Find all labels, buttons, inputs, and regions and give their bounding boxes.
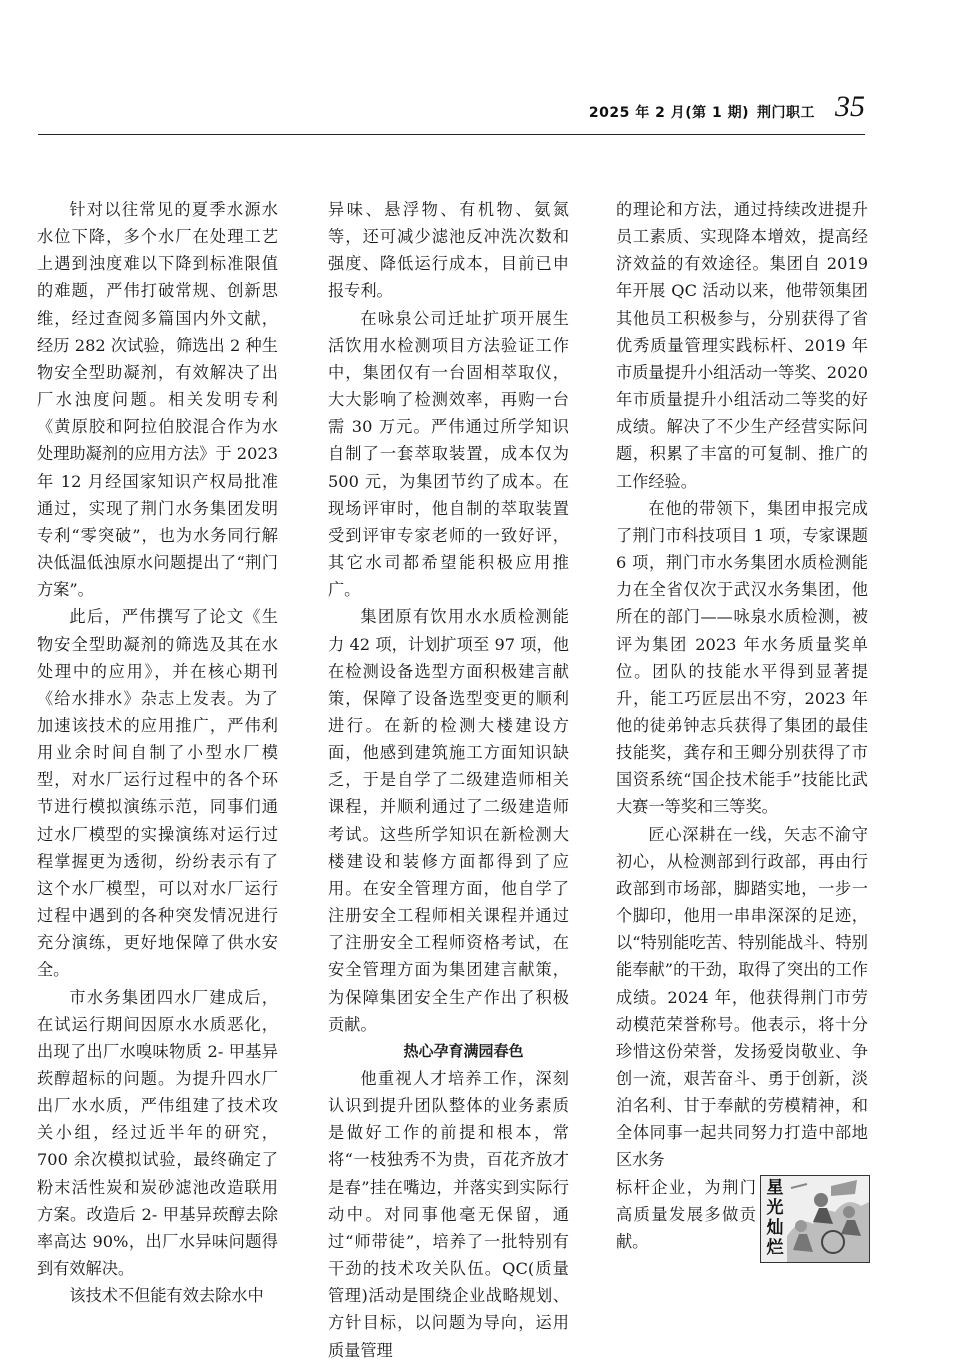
header-meta (581, 102, 815, 122)
article-column-2 (328, 196, 569, 1364)
paragraph: 他重视人才培养工作，深刻认识到提升团队整体的业务素质是做好工作的前提和根本，常将“一枝独秀不为贵，百花齐放才是春”挂在嘴边，并落实到实际行动中。对同事他毫无保留，通过“师带徒”，培养了一批特别有干劲的技术攻关队伍。QC(质量管理)活动是围绕企业战略规划、方针目标，以问题为导向，运用质量管理 (328, 1069, 569, 1360)
paragraph: 的理论和方法，通过持续改进提升员工素质、实现降本增效，提高经济效益的有效途径。集团自 2019 年开展 QC 活动以来，他带领集团其他员工积极参与，分别获得了省优秀质量管理实践标杆、2019 年市质量提升小组活动一等奖、2020 年市质量提升小组活动二等奖的好成绩。解决了不少生产经营实际问题，积累了丰富的可复制、推广的工作经验。 (616, 200, 868, 491)
publication-name: 荆门职工 (757, 105, 815, 121)
page-header (38, 90, 865, 134)
column-badge (760, 1175, 870, 1263)
badge-title: 星光灿烂 (766, 1178, 784, 1258)
header-rule (38, 134, 865, 135)
paragraph: 在他的带领下，集团申报完成了荆门市科技项目 1 项，专家课题 6 项，荆门市水务集团水质检测能力在全省仅次于武汉水务集团，他所在的部门——咏泉水质检测，被评为集团 2023 年水务质量奖单位。团队的技能水平得到显著提升，能工巧匠层出不穷，2023 年他的徒弟钟志兵获得了集团的最佳技能奖，龚存和王卿分别获得了市国资系统“国企技术能手”技能比武大赛一等奖和三等奖。 (616, 498, 868, 817)
article-column-1 (37, 196, 278, 1309)
paragraph: 标杆企业，为荆门高质量发展多做贡献。 (616, 1177, 756, 1251)
issue-date: 2025 年 2 月(第 1 期) (588, 105, 749, 121)
paragraph: 异味、悬浮物、有机物、氨氮等，还可减少滤池反冲洗次数和强度、降低运行成本，目前已申报专利。 (328, 200, 569, 301)
paragraph: 市水务集团四水厂建成后，在试运行期间因原水水质恶化，出现了出厂水嗅味物质 2- 甲基异莰醇超标的问题。为提升四水厂出厂水水质，严伟组建了技术攻关小组，经过近半年的研究，700 余次模拟试验，最终确定了粉末活性炭和炭砂滤池改造联用方案。改造后 2- 甲基异莰醇去除率高达 90%，出厂水异味问题得到有效解决。 (37, 987, 278, 1279)
paragraph: 该技术不但能有效去除水中 (69, 1286, 264, 1306)
article-column-3 (616, 196, 868, 1255)
section-subheading: 热心孕育满园春色 (403, 1041, 524, 1060)
paragraph: 针对以往常见的夏季水源水水位下降，多个水厂在处理工艺上遇到浊度难以下降到标准限值的难题，严伟打破常规、创新思维，经过查阅多篇国内外文献，经历 282 次试验，筛选出 2 种生物安全型助凝剂，有效解决了出厂水浊度问题。相关发明专利《黄原胶和阿拉伯胶混合作为水处理助凝剂的应用方法》于 2023 年 12 月经国家知识产权局批准通过，实现了荆门水务集团发明专利“零突破”，也为水务同行解决低温低浊原水问题提出了“荆门方案”。 (37, 200, 278, 600)
paragraph: 集团原有饮用水水质检测能力 42 项，计划扩项至 97 项，他在检测设备选型方面积极建言献策，保障了设备选型变更的顺利进行。在新的检测大楼建设方面，他感到建筑施工方面知识缺乏，于是自学了二级建造师相关课程，并顺利通过了二级建造师考试。这些所学知识在新检测大楼建设和装修方面都得到了应用。在安全管理方面，他自学了注册安全工程师相关课程并通过了注册安全工程师资格考试，在安全管理方面为集团建言献策，为保障集团安全生产作出了积极贡献。 (328, 607, 569, 1034)
paragraph: 此后，严伟撰写了论文《生物安全型助凝剂的筛选及其在水处理中的应用》，并在核心期刊《给水排水》杂志上发表。为了加速该技术的应用推广，严伟利用业余时间自制了小型水厂模型，对水厂运行过程中的各个环节进行模拟演练示范，同事们通过水厂模型的实操演练对运行过程掌握更为透彻，纷纷表示有了这个水厂模型，可以对水厂运行过程中遇到的各种突发情况进行充分演练，更好地保障了供水安全。 (37, 607, 278, 980)
paragraph: 匠心深耕在一线，矢志不渝守初心，从检测部到行政部，再由行政部到市场部，脚踏实地，一步一个脚印，他用一串串深深的足迹，以“特别能吃苦、特别能战斗、特别能奉献”的干劲，取得了突出的工作成绩。2024 年，他获得荆门市劳动模范荣誉称号。他表示，将十分珍惜这份荣誉，发扬爱岗敬业、争创一流，艰苦奋斗、勇于创新，淡泊名利、甘于奉献的劳模精神，和全体同事一起共同努力打造中部地区水务 (616, 824, 868, 1170)
paragraph: 在咏泉公司迁址扩项开展生活饮用水检测项目方法验证工作中，集团仅有一台固相萃取仪，大大影响了检测效率，再购一台需 30 万元。严伟通过所学知识自制了一套萃取装置，成本仅为 500 元，为集团节约了成本。在现场评审时，他自制的萃取装置受到评审专家老师的一致好评，其它水司都希望能积极应用推广。 (328, 308, 569, 600)
page-number: 35 (835, 90, 865, 123)
